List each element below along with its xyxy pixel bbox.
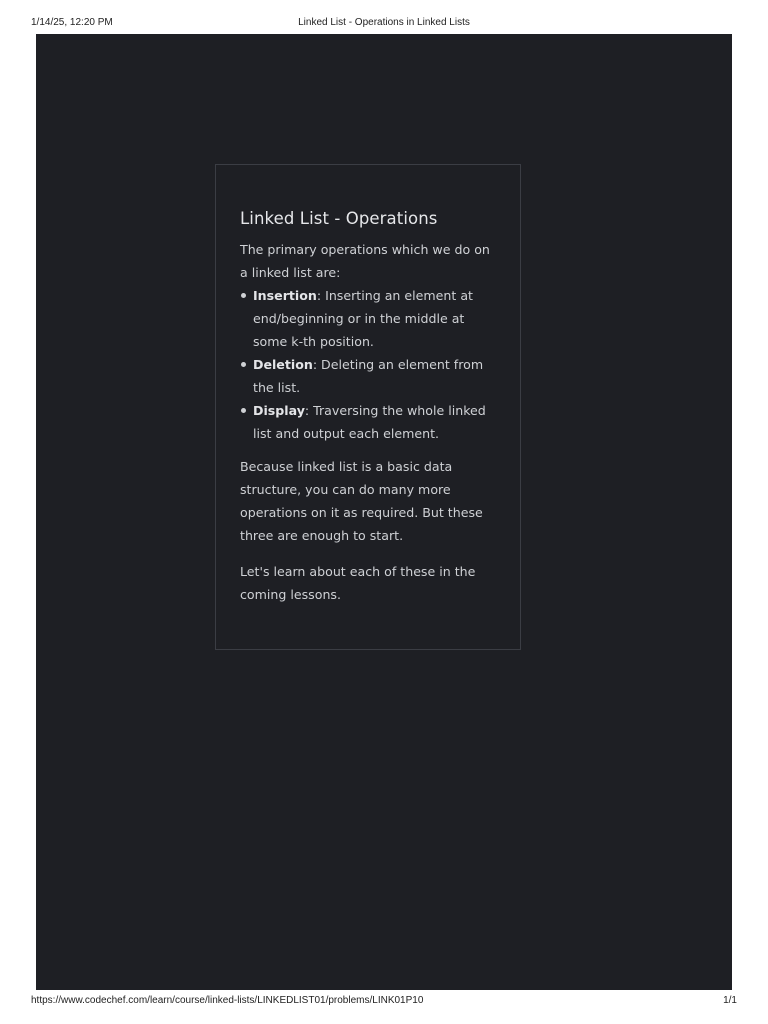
print-header — [31, 17, 737, 31]
operation-name: Insertion — [253, 288, 317, 303]
intro-paragraph: The primary operations which we do on a linked list are: — [240, 242, 490, 280]
operation-name: Display — [253, 403, 305, 418]
print-footer — [31, 995, 737, 1009]
lesson-heading: Linked List - Operations — [240, 209, 438, 228]
operation-desc: : Traversing the whole linked list and output each element. — [253, 403, 486, 441]
page-content-area — [36, 34, 732, 990]
print-datetime: 1/14/25, 12:20 PM — [31, 17, 113, 28]
operation-name: Deletion — [253, 357, 313, 372]
operations-list — [240, 284, 498, 445]
list-item — [253, 399, 498, 445]
operation-desc: : Deleting an element from the list. — [253, 357, 484, 395]
operation-desc: : Inserting an element at end/beginning or in the middle at some k-th position. — [253, 288, 473, 349]
bullet-icon — [241, 293, 246, 298]
print-doc-title: Linked List - Operations in Linked Lists — [298, 17, 470, 28]
list-item — [253, 284, 498, 353]
print-page-number: 1/1 — [723, 995, 737, 1006]
list-item — [253, 353, 498, 399]
bullet-icon — [241, 362, 246, 367]
bullet-icon — [241, 408, 246, 413]
next-lessons-paragraph: Let's learn about each of these in the coming lessons. — [240, 564, 476, 602]
more-operations-paragraph: Because linked list is a basic data structure, you can do many more operations on it as required. But these three are enough to start. — [240, 459, 483, 543]
lesson-card — [215, 164, 521, 650]
print-url: https://www.codechef.com/learn/course/linked-lists/LINKEDLIST01/problems/LINK01P10 — [31, 995, 424, 1006]
